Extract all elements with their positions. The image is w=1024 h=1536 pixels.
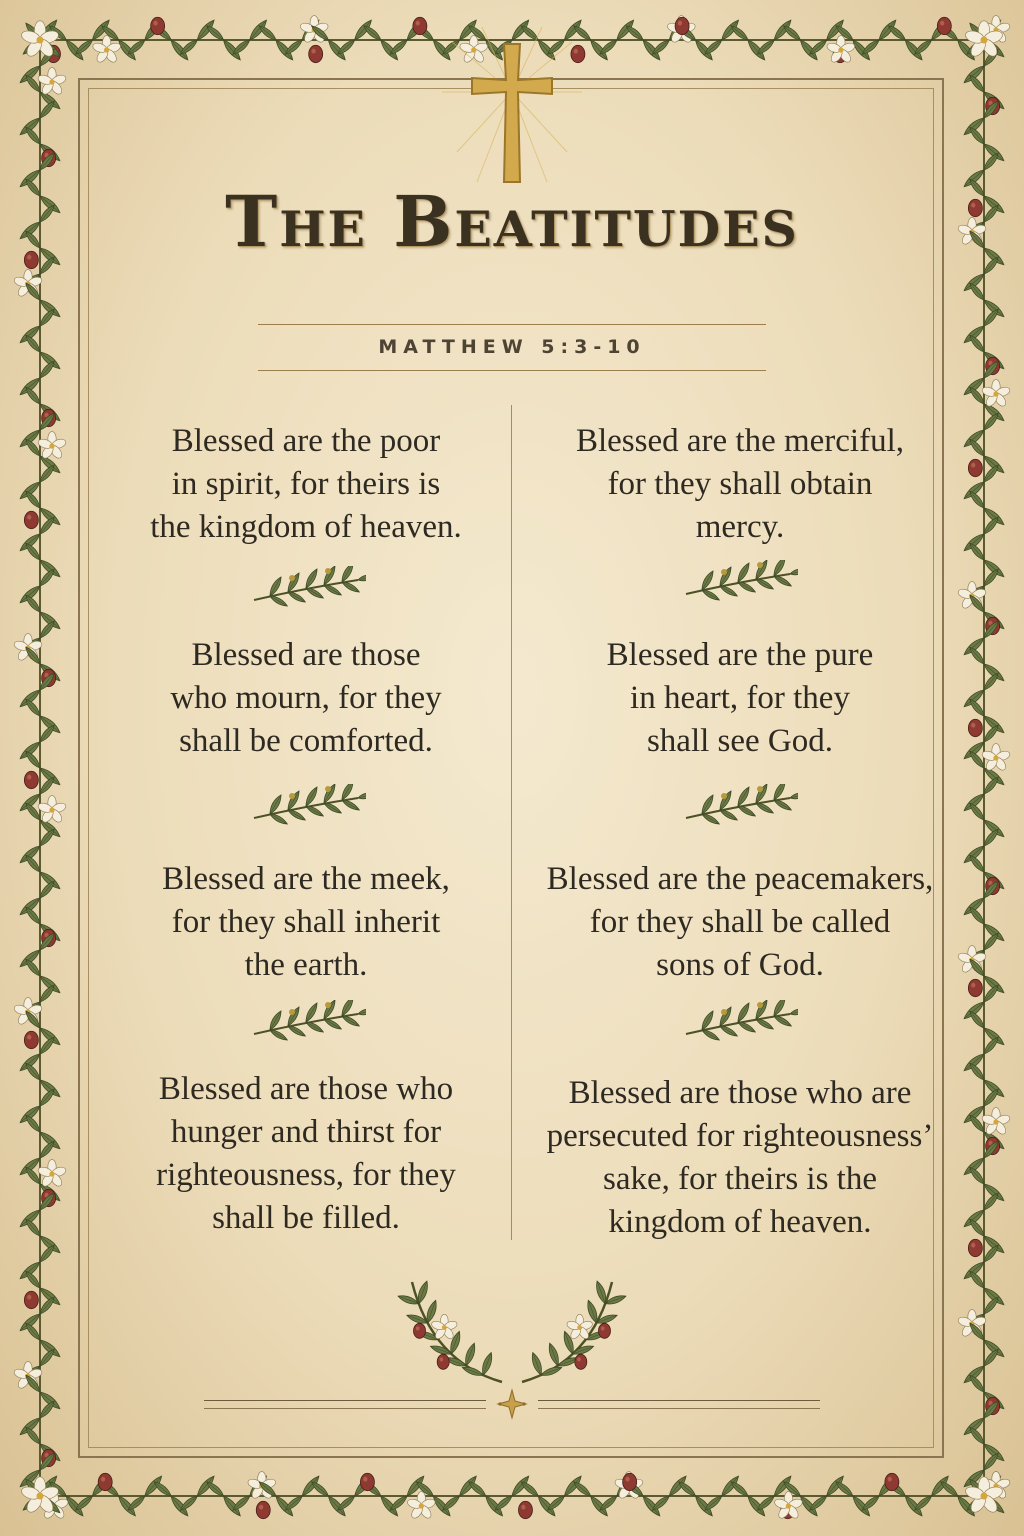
title-rule-bottom [258,370,766,371]
bottom-rule-right [538,1400,820,1401]
olive-sprig-icon [246,784,366,828]
olive-sprig-icon [678,560,798,604]
bottom-rule-left [204,1400,486,1401]
olive-sprig-icon [246,1000,366,1044]
olive-sprig-icon [246,566,366,610]
olive-wreath-icon [392,1262,632,1392]
olive-sprig-icon [678,784,798,828]
verse-right-2: Blessed are the pure in heart, for they shall see God. [606,637,874,759]
olive-sprig-icon [678,1000,798,1044]
bottom-rule-left-thin [204,1408,486,1409]
verse-right-4: Blessed are those who are persecuted for righteousness’ sake, for theirs is the kingdom of heaven. [546,1075,934,1240]
verse-left-1: Blessed are the poor in spirit, for theirs is the kingdom of heaven. [150,423,462,545]
verse-right-1: Blessed are the merciful, for they shall obtain mercy. [575,423,905,545]
diamond-star-icon [496,1388,528,1420]
verse-left-4: Blessed are those who hunger and thirst for righteousness, for they shall be filled. [156,1071,456,1236]
cross-icon [442,22,582,202]
page-title: The Beatitudes [225,180,799,263]
verse-right-3: Blessed are the peacemakers, for they shall be called sons of God. [546,861,934,983]
verse-left-2: Blessed are those who mourn, for they shall be comforted. [170,637,442,759]
title-rule-top [258,324,766,325]
bottom-rule-right-thin [538,1408,820,1409]
scripture-reference: MATTHEW 5:3-10 [378,336,646,358]
verse-left-3: Blessed are the meek, for they shall inherit the earth. [162,861,450,983]
